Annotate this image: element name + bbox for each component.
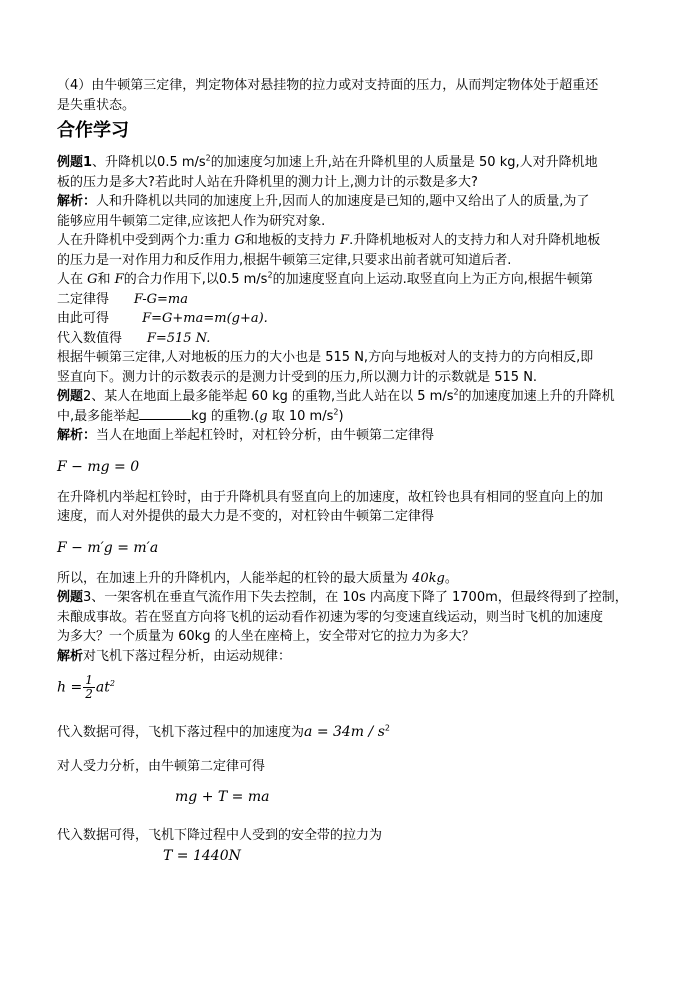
ex1-motion: 人在 G和 F的合力作用下,以0.5 $m/s^2$的加速度竖直向上运动.取竖直向上为正方向,根据牛顿第 <box>57 270 593 287</box>
ex1-equation-1: F-G=ma <box>133 291 188 307</box>
ex1-forces-line-2: 的压力是一对作用力和反作用力,根据牛顿第三定律,只要求出前者就可知道后者. <box>57 252 512 268</box>
ex3-acceleration: 代入数据可得，飞机下落过程中的加速度为$a = 34m / s^2$ <box>57 723 390 740</box>
ex1-question-line-2: 板的压力是多大?若此时人站在升降机里的测力计上,测力计的示数是多大? <box>57 174 478 190</box>
answer-blank <box>139 407 191 420</box>
ex1-conclusion-line-2: 竖直向下。测力计的示数表示的是测力计受到的压力,所以测力计的示数就是 515 N. <box>57 369 538 385</box>
document-page <box>57 76 641 866</box>
ex1-analysis-label: 解析： <box>57 194 97 209</box>
ex2-question-line-2: 中,最多能举起 kg 的重物.(g 取 10 $m/s^2$) <box>57 407 344 424</box>
ex2-conclusion: 所以，在加速上升的升降机内，人能举起的杠铃的最大质量为 40kg。 <box>57 570 458 586</box>
ex3-analysis-label: 解析 <box>57 648 84 664</box>
ex2-analysis-label: 解析： <box>57 428 97 443</box>
ex1-analysis-line-2: 能够应用牛顿第二定律,应该把人作为研究对象. <box>57 213 326 229</box>
ex3-question: 例题3、一架客机在垂直气流作用下失去控制，在 10s 内高度下降了 1700m，但最终得到了控制， <box>57 590 628 605</box>
ex3-analysis: 解析对飞机下落过程分析，由运动规律： <box>57 648 292 664</box>
ex2-analysis: 解析：当人在地面上举起杠铃时，对杠铃分析，由牛顿第二定律得 <box>57 428 435 443</box>
fraction: $\frac{1}{2}$ <box>85 673 93 701</box>
ex3-label: 例题 <box>57 590 84 605</box>
ex3-question-line-2: 未酿成事故。若在竖直方向将飞机的运动看作初速为零的匀变速直线运动，则当时飞机的加速度 <box>57 609 604 625</box>
ex3-equation-h: h = $\frac{1}{2}$ $at^2$ <box>57 673 115 701</box>
ex3-question-line-3: 为多大？一个质量为 60kg 的人坐在座椅上，安全带对它的拉力为多大？ <box>57 629 475 644</box>
ex1-label: 例题1 <box>57 155 93 170</box>
ex2-equation-2: F − m′g = m′a <box>57 539 159 556</box>
ex1-motion-line-2: 二定律得 F-G=ma <box>57 291 188 307</box>
intro-line-2: 是失重状态。 <box>57 97 136 113</box>
ex1-forces: 人在升降机中受到两个力:重力 G和地板的支持力 F.升降机地板对人的支持力和人对升降机地板 <box>57 233 601 248</box>
ex3-equation-a: a = 34m / s <box>304 724 385 740</box>
ex3-force-analysis: 对人受力分析，由牛顿第二定律可得 <box>57 758 266 774</box>
ex2-question: 例题2、某人在地面上最多能举起 60 kg 的重物,当此人站在以 5 $m/s^2$的加速度加速上升的升降机 <box>57 387 615 404</box>
ex1-equation-2: F=G+ma=m(g+a). <box>142 311 268 326</box>
ex1-equation-3: F=515 N. <box>146 330 211 346</box>
intro-line-1: （4）由牛顿第三定律，判定物体对悬挂物的拉力或对支持面的压力，从而判定物体处于超重还 <box>57 78 599 93</box>
ex1-conclusion: 根据牛顿第三定律,人对地板的压力的大小也是 515 N,方向与地板对人的支持力的方向相反,即 <box>57 350 594 365</box>
ex3-equation-3: mg + T = ma <box>175 789 270 805</box>
ex2-elevator: 在升降机内举起杠铃时，由于升降机具有竖直向上的加速度，故杠铃也具有相同的竖直向上的加 <box>57 489 604 505</box>
ex1-derive: 由此可得 F=G+ma=m(g+a). <box>57 311 268 326</box>
ex2-label: 例题 <box>57 389 84 404</box>
ex2-equation-1: F − mg = 0 <box>57 458 140 475</box>
ex1-substitute: 代入数值得 F=515 N. <box>57 330 211 346</box>
ex2-answer: 40kg <box>412 570 445 586</box>
ex3-tension: 代入数据可得，飞机下降过程中人受到的安全带的拉力为 <box>57 828 383 843</box>
ex1-analysis: 解析：人和升降机以共同的加速度上升,因而人的加速度是已知的,题中又给出了人的质量,为了 <box>57 194 590 209</box>
ex2-elevator-line-2: 速度，而人对外提供的最大力是不变的，对杠铃由牛顿第二定律得 <box>57 509 435 524</box>
ex3-equation-4: T = 1440N <box>163 847 241 864</box>
ex1-question: 例题1、升降机以0.5 $m/s^2$的加速度匀加速上升,站在升降机里的人质量是 50 kg,人对升降机地 <box>57 153 598 170</box>
section-title: 合作学习 <box>57 120 129 141</box>
